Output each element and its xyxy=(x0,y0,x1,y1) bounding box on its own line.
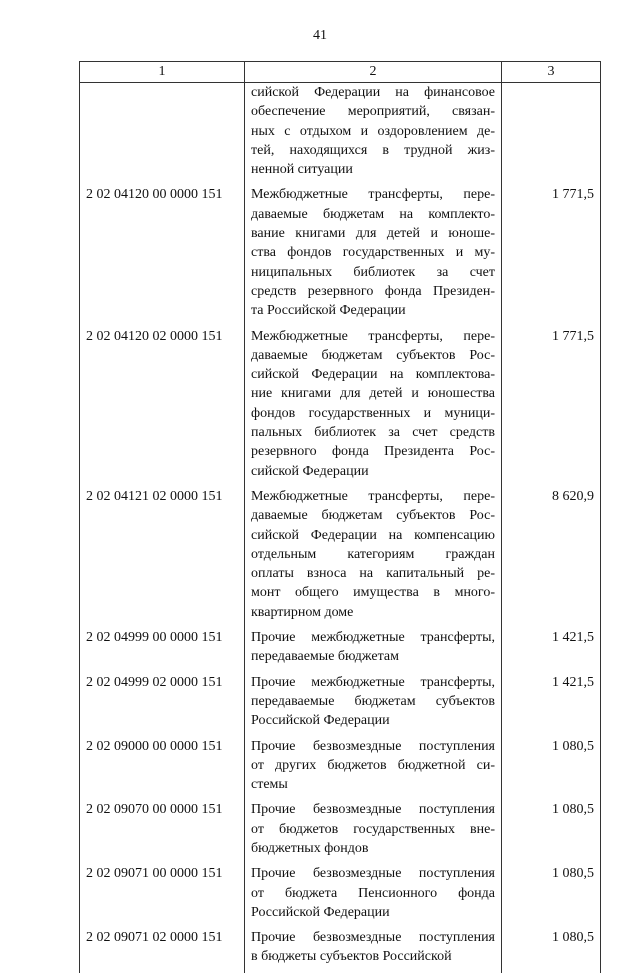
amount-cell: 1 080,5 xyxy=(502,737,601,801)
description-line: ства фондов государственных и му- xyxy=(251,245,495,261)
description-line: даваемые бюджетам субъектов Рос- xyxy=(251,347,495,363)
budget-code-cell: 2 02 09070 00 0000 151 xyxy=(80,800,245,864)
description-cell xyxy=(245,327,502,487)
budget-code-cell: 2 02 09071 02 0000 151 xyxy=(80,928,245,973)
budget-code-cell xyxy=(80,83,245,186)
budget-code-cell: 2 02 04121 02 0000 151 xyxy=(80,487,245,628)
description-line: фондов государственных и муници- xyxy=(251,405,495,421)
description-line: Межбюджетные трансферты, пере- xyxy=(251,187,495,203)
description-line: передаваемые бюджетам xyxy=(251,649,399,665)
description-cell xyxy=(245,928,502,973)
description-line: Прочие безвозмездные поступления xyxy=(251,802,495,818)
description-line: от бюджета Пенсионного фонда xyxy=(251,885,495,901)
description-line: ненной ситуации xyxy=(251,162,353,178)
description-cell xyxy=(245,800,502,864)
table-row xyxy=(80,327,601,487)
description-line: ние книгами для детей и юношества xyxy=(251,386,495,402)
description-line: Российской Федерации xyxy=(251,904,390,920)
budget-code-cell: 2 02 09071 00 0000 151 xyxy=(80,864,245,928)
column-header-name: 2 xyxy=(245,62,502,83)
table-row xyxy=(80,185,601,326)
description-line: Прочие межбюджетные трансферты, xyxy=(251,630,495,646)
description-line: Межбюджетные трансферты, пере- xyxy=(251,488,495,504)
table-row xyxy=(80,673,601,737)
description-line: тей, находящихся в трудной жиз- xyxy=(251,142,495,158)
amount-cell: 1 080,5 xyxy=(502,800,601,864)
description-cell xyxy=(245,628,502,673)
description-line: сийской Федерации xyxy=(251,463,369,479)
description-line: Прочие безвозмездные поступления xyxy=(251,866,495,882)
description-line: оплаты взноса на капитальный ре- xyxy=(251,566,495,582)
description-line: Прочие безвозмездные поступления xyxy=(251,930,495,946)
table-row-continuation xyxy=(80,83,601,186)
description-line: Прочие безвозмездные поступления xyxy=(251,738,495,754)
description-line: ниципальных библиотек за счет xyxy=(251,264,495,280)
description-line: вание книгами для детей и юноше- xyxy=(251,226,495,242)
description-line: Прочие межбюджетные трансферты, xyxy=(251,674,495,690)
description-line: даваемые бюджетам на комплекто- xyxy=(251,206,495,222)
description-line: квартирном доме xyxy=(251,604,354,620)
description-line: передаваемые бюджетам субъектов xyxy=(251,693,495,709)
description-line: от других бюджетов бюджетной си- xyxy=(251,757,495,773)
description-line: Межбюджетные трансферты, пере- xyxy=(251,328,495,344)
table-row xyxy=(80,800,601,864)
description-cell xyxy=(245,673,502,737)
description-line: та Российской Федерации xyxy=(251,303,406,319)
table-row xyxy=(80,928,601,973)
description-line: бюджетных фондов xyxy=(251,840,369,856)
description-line: стемы xyxy=(251,777,288,793)
amount-cell: 1 080,5 xyxy=(502,864,601,928)
column-header-amount: 3 xyxy=(502,62,601,83)
description-cell xyxy=(245,83,502,186)
page-number: 41 xyxy=(313,28,327,43)
budget-code-cell: 2 02 04120 02 0000 151 xyxy=(80,327,245,487)
description-line: пальных библиотек за счет средств xyxy=(251,425,495,441)
amount-cell: 1 771,5 xyxy=(502,327,601,487)
table-row xyxy=(80,737,601,801)
description-cell xyxy=(245,737,502,801)
budget-table xyxy=(79,61,601,973)
description-line: даваемые бюджетам субъектов Рос- xyxy=(251,508,495,524)
description-line: сийской Федерации на финансовое xyxy=(251,85,495,100)
table-body xyxy=(80,83,601,973)
description-line: средств резервного фонда Президен- xyxy=(251,283,495,299)
amount-cell: 1 421,5 xyxy=(502,628,601,673)
budget-code-cell: 2 02 04120 00 0000 151 xyxy=(80,185,245,326)
column-header-code: 1 xyxy=(80,62,245,83)
description-line: ных с отдыхом и оздоровлением де- xyxy=(251,123,495,139)
table-row xyxy=(80,628,601,673)
description-line: сийской Федерации на компенсацию xyxy=(251,527,495,543)
table-row xyxy=(80,864,601,928)
description-line: обеспечение мероприятий, связан- xyxy=(251,104,495,120)
amount-cell: 1 421,5 xyxy=(502,673,601,737)
description-cell xyxy=(245,185,502,326)
budget-code-cell: 2 02 04999 00 0000 151 xyxy=(80,628,245,673)
table-row xyxy=(80,487,601,628)
description-line: от бюджетов государственных вне- xyxy=(251,821,495,837)
amount-cell: 8 620,9 xyxy=(502,487,601,628)
table-header-row xyxy=(80,62,601,83)
amount-cell xyxy=(502,83,601,186)
description-cell xyxy=(245,864,502,928)
budget-code-cell: 2 02 04999 02 0000 151 xyxy=(80,673,245,737)
amount-cell: 1 080,5 xyxy=(502,928,601,973)
amount-cell: 1 771,5 xyxy=(502,185,601,326)
description-line: резервного фонда Президента Рос- xyxy=(251,444,495,460)
description-line: Российской Федерации xyxy=(251,713,390,729)
description-line: монт общего имущества в много- xyxy=(251,585,495,601)
description-line: в бюджеты субъектов Российской xyxy=(251,949,452,965)
budget-code-cell: 2 02 09000 00 0000 151 xyxy=(80,737,245,801)
description-line: отдельным категориям граждан xyxy=(251,546,495,562)
description-line: сийской Федерации на комплектова- xyxy=(251,367,495,383)
description-cell xyxy=(245,487,502,628)
